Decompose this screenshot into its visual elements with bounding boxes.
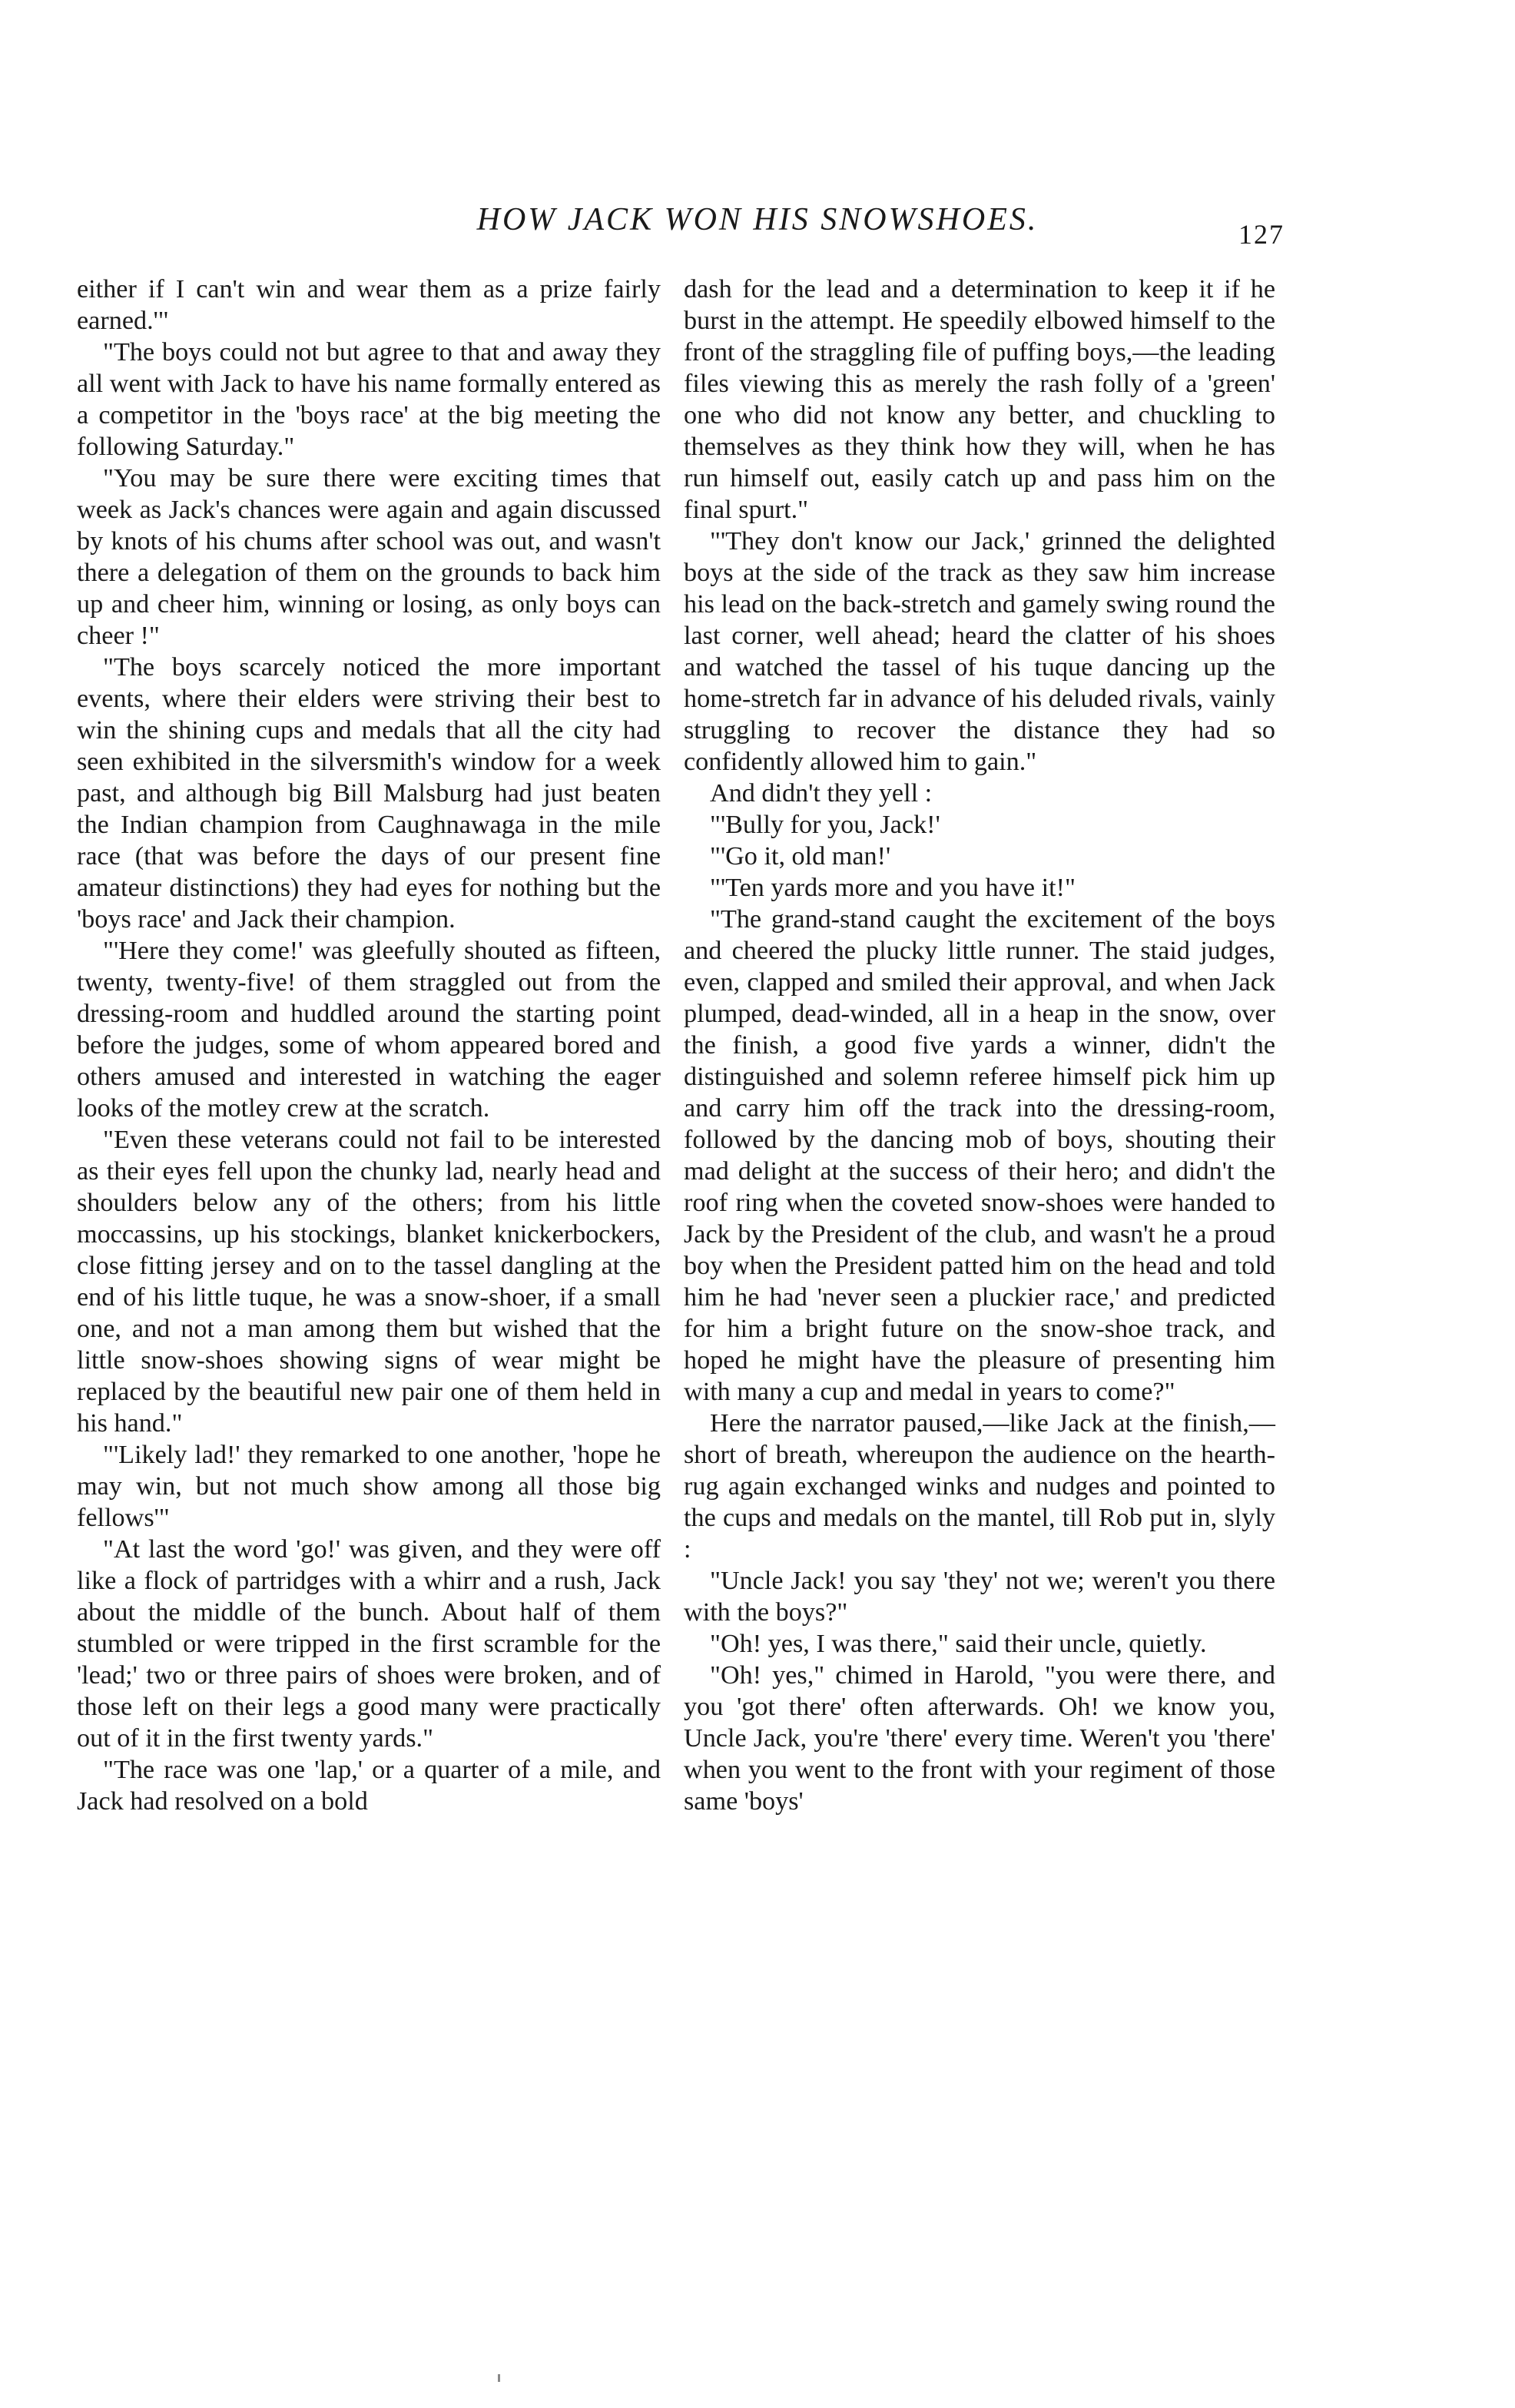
paragraph: "Even these veterans could not fail to be interested as their eyes fell upon the chunky lad, nearly head and shoulders below any of the others; from his little moccassins, up his stockings, blanket knickerbockers, close fitting jersey and on to the tassel dangling at the end of his little tuque, he was a snow-shoer, if a small one, and not a man among them but wished that the little snow-shoes showing signs of wear might be replaced by the beautiful new pair one of them held in his hand."	[77, 1126, 661, 1438]
paragraph: dash for the lead and a determination to keep it if he burst in the attempt. He speedily elbowed himself to the front of the straggling file of puffing boys,—the leading files viewing this as merely the rash folly of a 'green' one who did not know any better, and chuckling to themselves as they think how they will, when he has run himself out, easily catch up and pass him on the final spurt."	[684, 275, 1275, 524]
paragraph: either if I can't win and wear them as a prize fairly earned.'"	[77, 275, 661, 335]
paragraph: "Oh! yes, I was there," said their uncle, quietly.	[710, 1630, 1207, 1658]
paragraph: "Uncle Jack! you say 'they' not we; weren't you there with the boys?"	[684, 1567, 1275, 1627]
paragraph: And didn't they yell :	[710, 779, 933, 808]
paragraph: "Oh! yes," chimed in Harold, "you were there, and you 'got there' often afterwards. Oh! we know you, Uncle Jack, you're 'there' every time. Weren't you 'there' when you went to the front with your regiment of those same 'boys'	[684, 1661, 1275, 1816]
paragraph: "The race was one 'lap,' or a quarter of a mile, and Jack had resolved on a bold	[77, 1756, 661, 1816]
page-number: 127	[1238, 219, 1285, 250]
paragraph: "'Here they come!' was gleefully shouted as fifteen, twenty, twenty-five! of them straggled out from the dressing-room and huddled around the starting point before the judges, some of whom appeared bored and others amused and interested in watching the eager looks of the motley crew at the scratch.	[77, 937, 661, 1123]
running-head: HOW JACK WON HIS SNOWSHOES.	[476, 202, 1039, 237]
paragraph: "'Go it, old man!'	[710, 842, 891, 871]
paragraph: "The grand-stand caught the excitement of the boys and cheered the plucky little runner. The staid judges, even, clapped and smiled their approval, and when Jack plumped, dead-winded, all in a heap in the snow, over the finish, a good five yards a winner, didn't the distinguished and solemn referee himself pick him up and carry him off the track into the dressing-room, followed by the dancing mob of boys, shouting their mad delight at the success of their hero; and didn't the roof ring when the coveted snow-shoes were handed to Jack by the President of the club, and wasn't he a proud boy when the President patted him on the head and told him he had 'never seen a pluckier race,' and predicted for him a bright future on the snow-shoe track, and hoped he might have the pleasure of presenting him with many a cup and medal in years to come?"	[684, 905, 1275, 1406]
paragraph: "The boys scarcely noticed the more important events, where their elders were striving their best to win the shining cups and medals that all the city had seen exhibited in the silversmith's window for a week past, and although big Bill Malsburg had just beaten the Indian champion from Caughnawaga in the mile race (that was before the days of our present fine amateur distinctions) they had eyes for nothing but the 'boys race' and Jack their champion.	[77, 653, 661, 934]
paragraph: "You may be sure there were exciting times that week as Jack's chances were again and again discussed by knots of his chums after school was out, and wasn't there a delegation of them on the grounds to back him up and cheer him, winning or losing, as only boys can cheer !"	[77, 464, 661, 650]
paragraph: "The boys could not but agree to that and away they all went with Jack to have his name formally entered as a competitor in the 'boys race' at the big meeting the following Saturday."	[77, 338, 661, 461]
paragraph: "'They don't know our Jack,' grinned the delighted boys at the side of the track as they saw him increase his lead on the back-stretch and gamely swing round the last corner, well ahead; heard the clatter of his shoes and watched the tassel of his tuque dancing up the home-stretch far in advance of his deluded rivals, vainly struggling to recover the distance they had so confidently allowed him to gain."	[684, 527, 1275, 776]
print-speck	[498, 2374, 500, 2382]
paragraph: "At last the word 'go!' was given, and they were off like a flock of partridges with a whirr and a rush, Jack about the middle of the bunch. About half of them stumbled or were tripped in the first scramble for the 'lead;' two or three pairs of shoes were broken, and of those left on their legs a good many were practically out of it in the first twenty yards."	[77, 1535, 661, 1753]
right-column	[684, 274, 1275, 1817]
paragraph: "'Likely lad!' they remarked to one another, 'hope he may win, but not much show among all those big fellows'"	[77, 1441, 661, 1532]
paragraph: "'Ten yards more and you have it!"	[710, 874, 1076, 902]
paragraph: "'Bully for you, Jack!'	[710, 811, 940, 839]
left-column	[77, 274, 661, 1817]
paragraph: Here the narrator paused,—like Jack at the finish,—short of breath, whereupon the audience on the hearth-rug again exchanged winks and nudges and pointed to the cups and medals on the mantel, till Rob put in, slyly :	[684, 1409, 1275, 1564]
